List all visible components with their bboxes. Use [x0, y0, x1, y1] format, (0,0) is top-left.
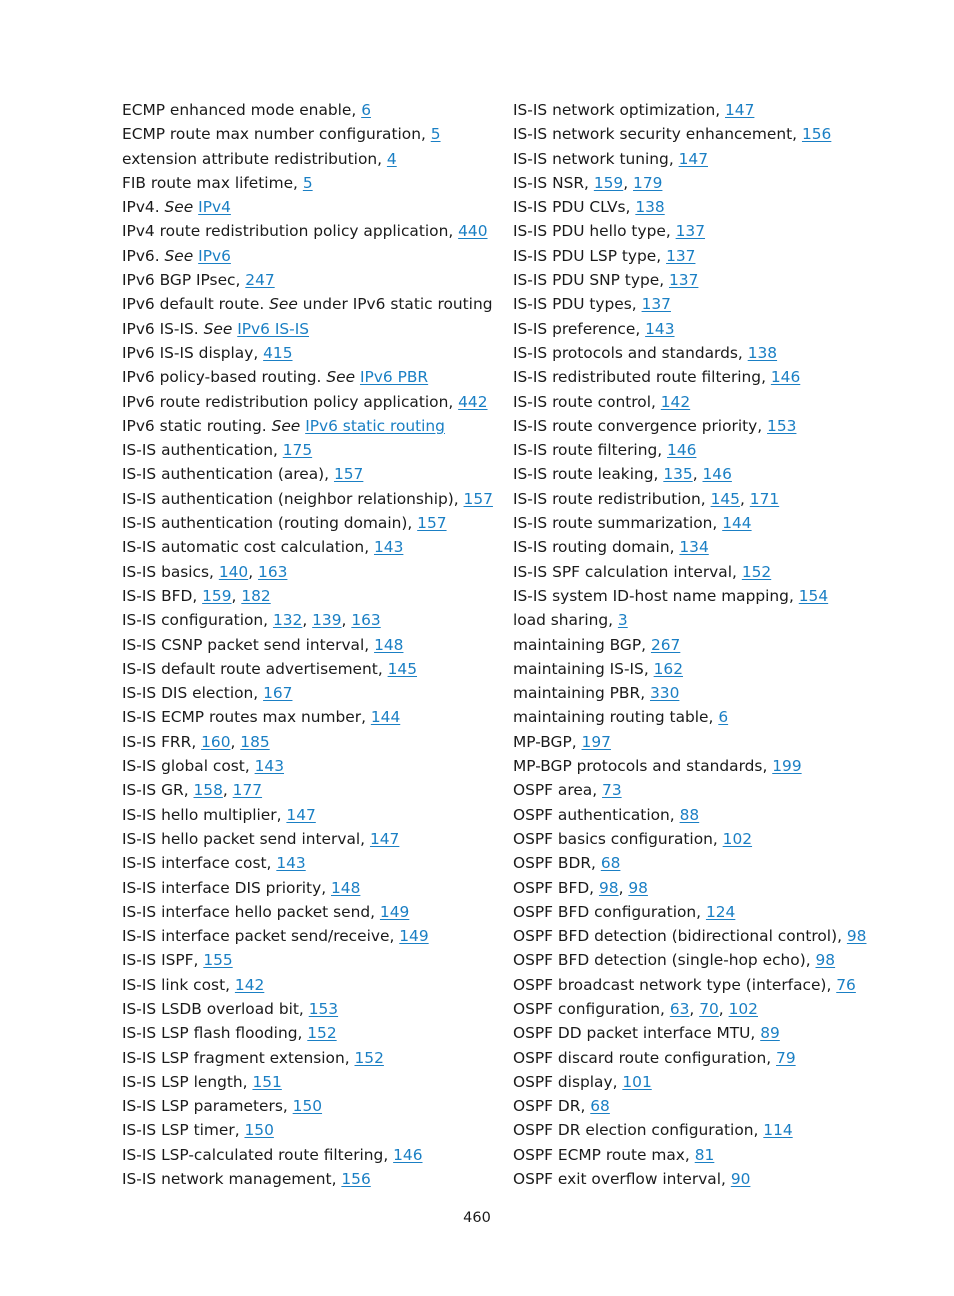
index-term: IS-IS PDU hello type	[513, 222, 666, 241]
index-term: OSPF ECMP route max	[513, 1145, 685, 1164]
index-term: IS-IS preference	[513, 319, 636, 338]
see-link[interactable]: IPv6	[198, 246, 231, 265]
page-link[interactable]: 79	[776, 1048, 796, 1067]
page-link[interactable]: 124	[705, 902, 736, 921]
index-entry: OSPF BFD detection (single-hop echo), 98	[513, 951, 836, 970]
index-entry: IS-IS LSP fragment extension, 152	[122, 1048, 384, 1067]
index-term: IS-IS network optimization	[513, 101, 716, 119]
index-column-right	[513, 98, 933, 1191]
page-link[interactable]: 144	[722, 514, 752, 533]
page-link[interactable]: 153	[767, 416, 797, 435]
index-term: IS-IS ISPF	[122, 951, 194, 970]
index-term: OSPF BFD detection (single-hop echo)	[513, 951, 806, 970]
page-link[interactable]: 163	[258, 562, 288, 581]
page-link[interactable]: 157	[417, 514, 447, 533]
index-entry: IS-IS interface DIS priority, 148	[122, 878, 361, 897]
index-entry: OSPF exit overflow interval, 90	[513, 1170, 751, 1189]
index-entry: OSPF ECMP route max, 81	[513, 1145, 715, 1164]
page-link[interactable]: 135	[663, 465, 693, 484]
page-link[interactable]: 142	[660, 392, 691, 411]
index-term: IS-IS network management	[122, 1170, 332, 1189]
page-link[interactable]: 6	[361, 101, 371, 119]
index-term: IS-IS LSP timer	[122, 1121, 235, 1140]
index-term: IPv6 default route	[122, 295, 260, 314]
index-term: IPv6 static routing	[122, 416, 262, 435]
index-term: IS-IS LSP flash flooding	[122, 1024, 298, 1043]
index-term: IPv6 IS-IS display	[122, 343, 254, 362]
index-term: OSPF DR election configuration	[513, 1121, 754, 1140]
index-entry: IPv6 route redistribution policy application, 442	[122, 392, 488, 411]
index-entry: IS-IS network tuning, 147	[513, 149, 708, 168]
index-entry: IS-IS CSNP packet send interval, 148	[122, 635, 404, 654]
page-link[interactable]: 171	[749, 489, 780, 508]
index-entry: ECMP enhanced mode enable, 6	[122, 101, 371, 119]
index-term: IS-IS automatic cost calculation	[122, 538, 365, 557]
index-term: IS-IS global cost	[122, 757, 245, 776]
page-link[interactable]: 98	[598, 878, 619, 897]
page-link[interactable]: 63	[669, 999, 690, 1018]
index-term: IPv6 BGP IPsec	[122, 271, 236, 290]
index-entry: IS-IS route control, 142	[513, 392, 691, 411]
index-term: IPv6 policy-based routing	[122, 368, 317, 387]
index-term: OSPF BFD detection (bidirectional control)	[513, 927, 838, 946]
index-entry: IS-IS GR, 158, 177	[122, 781, 263, 800]
index-entry: IS-IS FRR, 160, 185	[122, 732, 270, 751]
index-term: IS-IS network security enhancement	[513, 125, 793, 144]
page-link[interactable]: 148	[374, 635, 404, 654]
index-term: maintaining BGP	[513, 635, 642, 654]
page-link[interactable]: 155	[203, 951, 233, 970]
index-entry: OSPF broadcast network type (interface), 76	[513, 975, 856, 994]
index-entry: IS-IS SPF calculation interval, 152	[513, 562, 772, 581]
page-link[interactable]: 151	[252, 1072, 282, 1091]
index-term: IS-IS route redistribution	[513, 489, 701, 508]
index-entry: IS-IS LSP timer, 150	[122, 1121, 274, 1140]
index-entry: OSPF DR election configuration, 114	[513, 1121, 793, 1140]
see-link[interactable]: IPv6 static routing	[305, 416, 445, 435]
index-entry: IS-IS route summarization, 144	[513, 514, 752, 533]
page-link[interactable]: 134	[679, 538, 709, 557]
index-term: IS-IS LSDB overload bit	[122, 999, 299, 1018]
page-link[interactable]: 143	[373, 538, 404, 557]
index-entry: OSPF display, 101	[513, 1072, 652, 1091]
page-link[interactable]: 89	[760, 1024, 780, 1043]
see-label: See	[269, 295, 298, 314]
page-link[interactable]: 3	[617, 611, 628, 630]
page-link[interactable]: 147	[725, 101, 755, 119]
page-link[interactable]: 247	[245, 271, 275, 290]
index-entry: IS-IS LSP-calculated route filtering, 146	[122, 1145, 423, 1164]
index-entry: IS-IS hello packet send interval, 147	[122, 829, 400, 848]
index-term: OSPF broadcast network type (interface)	[513, 975, 827, 994]
index-term: MP-BGP protocols and standards	[513, 757, 763, 776]
index-term: IPv6 route redistribution policy application	[122, 392, 449, 411]
index-term: IS-IS routing domain	[513, 538, 670, 557]
index-entry: IS-IS authentication, 175	[122, 441, 313, 460]
page-link[interactable]: 159	[593, 173, 624, 192]
index-entry: IS-IS interface hello packet send, 149	[122, 902, 410, 921]
index-entry: OSPF area, 73	[513, 781, 622, 800]
page-link[interactable]: 4	[386, 149, 397, 168]
index-term: OSPF discard route configuration	[513, 1048, 767, 1067]
index-term: ECMP enhanced mode enable	[122, 101, 352, 119]
page-link[interactable]: 152	[307, 1024, 337, 1043]
index-term: IS-IS interface DIS priority	[122, 878, 322, 897]
page-link[interactable]: 6	[718, 708, 729, 727]
index-entry: IS-IS redistributed route filtering, 146	[513, 368, 801, 387]
page-link[interactable]: 156	[801, 125, 832, 144]
index-term: OSPF authentication	[513, 805, 670, 824]
page-link[interactable]: 159	[202, 586, 232, 605]
index-entry: IS-IS ISPF, 155	[122, 951, 233, 970]
index-entry: IS-IS global cost, 143	[122, 757, 285, 776]
page-link[interactable]: 137	[669, 271, 699, 290]
index-entry: IS-IS interface cost, 143	[122, 854, 306, 873]
index-entry: maintaining PBR, 330	[513, 684, 680, 703]
page-link[interactable]: 156	[341, 1170, 371, 1189]
index-term: IS-IS PDU SNP type	[513, 271, 660, 290]
index-entry: IS-IS authentication (area), 157	[122, 465, 364, 484]
index-entry: load sharing, 3	[513, 611, 628, 630]
index-entry: IS-IS automatic cost calculation, 143	[122, 538, 404, 557]
page-link[interactable]: 144	[370, 708, 401, 727]
page-link[interactable]: 132	[272, 611, 303, 630]
page-link[interactable]: 146	[393, 1145, 423, 1164]
index-term: IS-IS NSR	[513, 173, 585, 192]
index-term: IS-IS route leaking	[513, 465, 654, 484]
index-term: IS-IS PDU types	[513, 295, 632, 314]
index-entry: OSPF DR, 68	[513, 1097, 610, 1116]
page-link[interactable]: 73	[602, 781, 622, 800]
see-text: under IPv6 static routing	[302, 295, 493, 314]
see-label: See	[271, 416, 301, 435]
page-link[interactable]: 76	[836, 975, 856, 994]
page-link[interactable]: 157	[333, 465, 364, 484]
index-term: IS-IS authentication (area)	[122, 465, 325, 484]
page-link[interactable]: 149	[379, 902, 410, 921]
page-link[interactable]: 148	[330, 878, 361, 897]
index-entry: IS-IS PDU SNP type, 137	[513, 271, 699, 290]
page-link[interactable]: 152	[354, 1048, 384, 1067]
page-link[interactable]: 70	[699, 999, 719, 1018]
page-link[interactable]: 182	[241, 586, 271, 605]
page-link[interactable]: 102	[722, 829, 753, 848]
index-term: IS-IS link cost	[122, 975, 226, 994]
index-term: ECMP route max number configuration	[122, 125, 421, 144]
index-term: IS-IS interface packet send/receive	[122, 927, 390, 946]
index-entry: maintaining IS-IS, 162	[513, 659, 684, 678]
index-term: IS-IS BFD	[122, 586, 193, 605]
index-entry: IPv4 route redistribution policy application, 440	[122, 222, 488, 241]
index-entry: IPv6. See IPv6	[122, 246, 231, 265]
index-term: IS-IS default route advertisement	[122, 659, 378, 678]
page-link[interactable]: 442	[458, 392, 488, 411]
index-term: IS-IS LSP-calculated route filtering	[122, 1145, 384, 1164]
page-link[interactable]: 138	[747, 343, 778, 362]
index-entry: IS-IS route convergence priority, 153	[513, 416, 797, 435]
page-link[interactable]: 440	[458, 222, 488, 241]
page-link[interactable]: 147	[369, 829, 400, 848]
index-entry: IPv4. See IPv4	[122, 198, 231, 217]
index-term: IS-IS route filtering	[513, 441, 658, 460]
index-entry: extension attribute redistribution, 4	[122, 149, 397, 168]
see-label: See	[164, 246, 194, 265]
index-entry: IS-IS network security enhancement, 156	[513, 125, 832, 144]
index-term: OSPF BFD configuration	[513, 902, 697, 921]
index-entry: OSPF discard route configuration, 79	[513, 1048, 796, 1067]
index-term: OSPF BDR	[513, 854, 592, 873]
page-link[interactable]: 175	[282, 441, 313, 460]
index-entry: maintaining routing table, 6	[513, 708, 729, 727]
index-term: IS-IS LSP parameters	[122, 1097, 283, 1116]
index-term: IPv6	[122, 246, 155, 265]
index-entry: OSPF authentication, 88	[513, 805, 700, 824]
index-entry: IS-IS BFD, 159, 182	[122, 586, 271, 605]
page-link[interactable]: 137	[675, 222, 706, 241]
page-link[interactable]: 150	[244, 1121, 274, 1140]
index-term: IS-IS authentication (neighbor relationship)	[122, 489, 454, 508]
index-term: OSPF DD packet interface MTU	[513, 1024, 751, 1043]
page-link[interactable]: 102	[728, 999, 758, 1018]
page-link[interactable]: 68	[600, 854, 621, 873]
index-entry: OSPF BFD detection (bidirectional control), 98	[513, 927, 867, 946]
index-entry: IS-IS authentication (neighbor relationship), 157	[122, 489, 493, 508]
page-link[interactable]: 90	[730, 1170, 751, 1189]
index-term: IS-IS SPF calculation interval	[513, 562, 733, 581]
page-link[interactable]: 137	[666, 246, 696, 265]
page-link[interactable]: 138	[635, 198, 665, 217]
page-link[interactable]: 154	[798, 586, 829, 605]
index-term: IPv4 route redistribution policy application	[122, 222, 449, 241]
see-label: See	[203, 319, 233, 338]
index-term: OSPF exit overflow interval	[513, 1170, 722, 1189]
index-entry: IS-IS PDU LSP type, 137	[513, 246, 696, 265]
page-link[interactable]: 101	[622, 1072, 652, 1091]
index-entry: IS-IS system ID-host name mapping, 154	[513, 586, 829, 605]
index-term: IS-IS LSP length	[122, 1072, 243, 1091]
page-link[interactable]: 330	[649, 684, 680, 703]
index-term: IS-IS hello packet send interval	[122, 829, 361, 848]
index-term: IS-IS authentication (routing domain)	[122, 514, 408, 533]
page-link[interactable]: 146	[702, 465, 732, 484]
index-entry: IS-IS NSR, 159, 179	[513, 173, 663, 192]
index-entry: IS-IS hello multiplier, 147	[122, 805, 316, 824]
page-link[interactable]: 199	[772, 757, 802, 776]
index-entry: IS-IS route filtering, 146	[513, 441, 697, 460]
index-entry: IPv6 policy-based routing. See IPv6 PBR	[122, 368, 429, 387]
index-term: IS-IS redistributed route filtering	[513, 368, 762, 387]
index-term: maintaining routing table	[513, 708, 709, 727]
index-term: IPv4	[122, 198, 155, 217]
index-entry: IS-IS DIS election, 167	[122, 684, 293, 703]
index-entry: OSPF configuration, 63, 70, 102	[513, 999, 758, 1018]
index-term: IS-IS hello multiplier	[122, 805, 277, 824]
page-link[interactable]: 143	[645, 319, 675, 338]
index-term: IS-IS GR	[122, 781, 184, 800]
index-entry: MP-BGP, 197	[513, 732, 611, 751]
index-entry: IS-IS LSDB overload bit, 153	[122, 999, 339, 1018]
index-term: IPv6 IS-IS	[122, 319, 194, 338]
index-entry: IS-IS PDU CLVs, 138	[513, 198, 665, 217]
index-entry: ECMP route max number configuration, 5	[122, 125, 441, 144]
page-link[interactable]: 137	[641, 295, 671, 314]
page-link[interactable]: 147	[678, 149, 708, 168]
page-link[interactable]: 146	[667, 441, 697, 460]
index-entry: IS-IS default route advertisement, 145	[122, 659, 418, 678]
page-link[interactable]: 68	[590, 1097, 610, 1116]
index-entry: IS-IS preference, 143	[513, 319, 675, 338]
index-entry: OSPF BDR, 68	[513, 854, 621, 873]
index-term: OSPF basics configuration	[513, 829, 713, 848]
index-entry: OSPF DD packet interface MTU, 89	[513, 1024, 780, 1043]
index-entry: IS-IS network optimization, 147	[513, 101, 755, 119]
index-term: IS-IS interface cost	[122, 854, 267, 873]
index-term: OSPF area	[513, 781, 593, 800]
page-link[interactable]: 158	[193, 781, 223, 800]
index-term: IS-IS authentication	[122, 441, 273, 460]
page-link[interactable]: 88	[679, 805, 700, 824]
index-term: OSPF DR	[513, 1097, 581, 1116]
index-term: IS-IS system ID-host name mapping	[513, 586, 789, 605]
page-link[interactable]: 160	[201, 732, 231, 751]
see-link[interactable]: IPv6 IS-IS	[237, 319, 310, 338]
index-entry: OSPF BFD, 98, 98	[513, 878, 648, 897]
page-number: 460	[463, 1210, 491, 1226]
page-link[interactable]: 163	[351, 611, 381, 630]
index-entry: IS-IS protocols and standards, 138	[513, 343, 778, 362]
page-link[interactable]: 147	[286, 805, 316, 824]
page-link[interactable]: 145	[710, 489, 740, 508]
page-link[interactable]: 150	[292, 1097, 323, 1116]
page-link[interactable]: 146	[770, 368, 801, 387]
index-term: IS-IS DIS election	[122, 684, 254, 703]
index-entry: IPv6 static routing. See IPv6 static routing	[122, 416, 445, 435]
page-link[interactable]: 179	[633, 173, 663, 192]
index-term: extension attribute redistribution	[122, 149, 378, 168]
see-label: See	[164, 198, 194, 217]
page-link[interactable]: 267	[650, 635, 681, 654]
index-entry: MP-BGP protocols and standards, 199	[513, 757, 802, 776]
index-entry: OSPF BFD configuration, 124	[513, 902, 736, 921]
see-label: See	[326, 368, 356, 387]
page-link[interactable]: 197	[581, 732, 611, 751]
index-entry: IS-IS network management, 156	[122, 1170, 371, 1189]
see-link[interactable]: IPv6 PBR	[359, 368, 429, 387]
index-entry: IS-IS ECMP routes max number, 144	[122, 708, 401, 727]
index-entry: FIB route max lifetime, 5	[122, 173, 313, 192]
page-link[interactable]: 114	[763, 1121, 793, 1140]
page-link[interactable]: 98	[815, 951, 836, 970]
index-term: MP-BGP	[513, 732, 572, 751]
page-link[interactable]: 140	[218, 562, 249, 581]
index-term: IS-IS network tuning	[513, 149, 669, 168]
index-entry: IPv6 IS-IS. See IPv6 IS-IS	[122, 319, 310, 338]
index-entry: maintaining BGP, 267	[513, 635, 681, 654]
index-entry: IPv6 BGP IPsec, 247	[122, 271, 275, 290]
page-link[interactable]: 157	[463, 489, 493, 508]
index-term: IS-IS protocols and standards	[513, 343, 738, 362]
index-term: maintaining IS-IS	[513, 659, 644, 678]
index-entry: IS-IS basics, 140, 163	[122, 562, 288, 581]
index-term: IS-IS LSP fragment extension	[122, 1048, 345, 1067]
index-term: IS-IS route convergence priority	[513, 416, 758, 435]
page-link[interactable]: 5	[302, 173, 313, 192]
index-term: OSPF configuration	[513, 999, 661, 1018]
index-term: IS-IS FRR	[122, 732, 192, 751]
page-link[interactable]: 167	[263, 684, 293, 703]
index-term: IS-IS interface hello packet send	[122, 902, 371, 921]
page-link[interactable]: 177	[232, 781, 263, 800]
index-entry: IPv6 default route. See under IPv6 static routing	[122, 295, 493, 314]
page-link[interactable]: 143	[276, 854, 306, 873]
index-entry: IS-IS PDU types, 137	[513, 295, 671, 314]
page-link[interactable]: 142	[234, 975, 265, 994]
index-term: OSPF display	[513, 1072, 613, 1091]
index-entry: IS-IS configuration, 132, 139, 163	[122, 611, 381, 630]
index-term: IS-IS route control	[513, 392, 651, 411]
page-link[interactable]: 143	[254, 757, 285, 776]
index-entry: IS-IS route leaking, 135, 146	[513, 465, 732, 484]
index-term: load sharing	[513, 611, 609, 630]
index-entry: IS-IS authentication (routing domain), 157	[122, 514, 447, 533]
index-term: OSPF BFD	[513, 878, 590, 897]
index-entry: IS-IS LSP flash flooding, 152	[122, 1024, 337, 1043]
index-term: IS-IS PDU CLVs	[513, 198, 626, 217]
index-entry: IS-IS link cost, 142	[122, 975, 265, 994]
index-term: IS-IS basics	[122, 562, 210, 581]
index-entry: IS-IS LSP length, 151	[122, 1072, 282, 1091]
index-entry: OSPF basics configuration, 102	[513, 829, 753, 848]
index-entry: IS-IS routing domain, 134	[513, 538, 709, 557]
index-entry: IS-IS PDU hello type, 137	[513, 222, 706, 241]
page-link[interactable]: 149	[399, 927, 429, 946]
index-term: maintaining PBR	[513, 684, 641, 703]
index-term: IS-IS route summarization	[513, 514, 713, 533]
page-link[interactable]: 415	[263, 343, 293, 362]
index-entry: IPv6 IS-IS display, 415	[122, 343, 293, 362]
index-entry: IS-IS LSP parameters, 150	[122, 1097, 323, 1116]
index-term: IS-IS PDU LSP type	[513, 246, 657, 265]
page-link[interactable]: 152	[741, 562, 772, 581]
see-link[interactable]: IPv4	[198, 198, 231, 217]
page-link[interactable]: 5	[430, 125, 441, 144]
page-link[interactable]: 98	[628, 878, 648, 897]
index-term: IS-IS CSNP packet send interval	[122, 635, 365, 654]
index-term: FIB route max lifetime	[122, 173, 294, 192]
page-link[interactable]: 98	[846, 927, 867, 946]
index-term: IS-IS ECMP routes max number	[122, 708, 362, 727]
page-link[interactable]: 139	[312, 611, 342, 630]
index-entry: IS-IS route redistribution, 145, 171	[513, 489, 780, 508]
page-link[interactable]: 153	[308, 999, 339, 1018]
page-link[interactable]: 81	[694, 1145, 715, 1164]
index-term: IS-IS configuration	[122, 611, 264, 630]
page-link[interactable]: 145	[387, 659, 418, 678]
page-link[interactable]: 185	[240, 732, 270, 751]
index-column-left	[122, 98, 494, 1191]
index-entry: IS-IS interface packet send/receive, 149	[122, 927, 429, 946]
page-link[interactable]: 162	[653, 659, 684, 678]
